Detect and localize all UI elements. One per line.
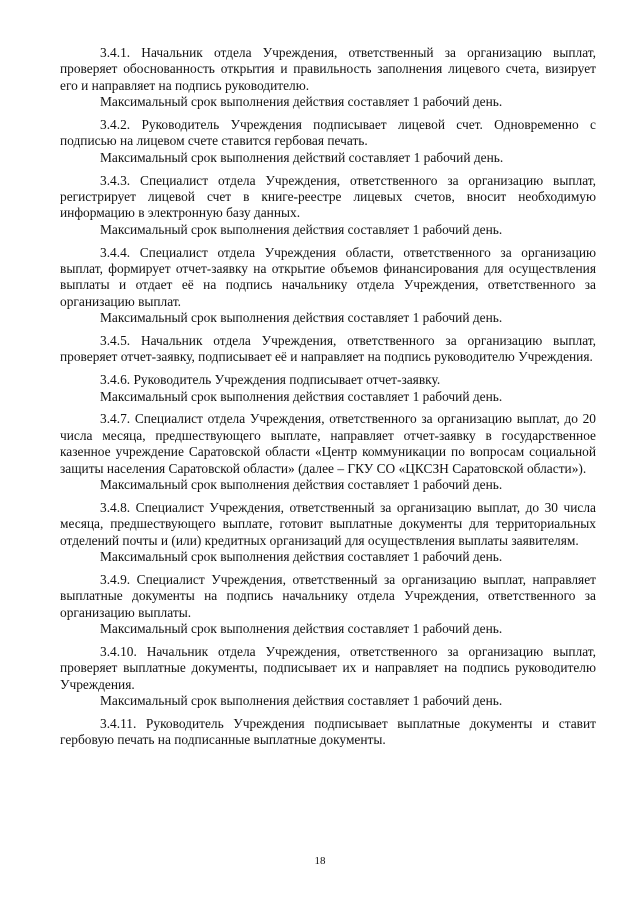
section-3-4-9	[60, 572, 596, 638]
document-body	[60, 45, 596, 755]
item-text: 3.4.8. Специалист Учреждения, ответственный за организацию выплат, до 30 числа месяца, предшествующего выплате, готовит выплатные документы для территориальных отделений почты и (или) кредитных организаций для осуществления выплаты заявителям.	[60, 499, 596, 548]
item-text: 3.4.7. Специалист отдела Учреждения, ответственного за организацию выплат, до 20 числа месяца, предшествующего выплате, направляет отчет-заявку в государственное казенное учреждение Саратовской области «Центр коммуникации по вопросам социальной защиты населения Саратовской области» (далее – ГКУ СО «ЦКСЗН Саратовской области»).	[60, 411, 596, 476]
page-number: 18	[314, 855, 326, 867]
deadline-text: Максимальный срок выполнения действия составляет 1 рабочий день.	[100, 549, 503, 565]
item-text: 3.4.10. Начальник отдела Учреждения, ответственного за организацию выплат, проверяет выплатные документы, подписывает их и направляет на подпись руководителю Учреждения.	[60, 643, 596, 692]
item-text: 3.4.6. Руководитель Учреждения подписывает отчет-заявку.	[100, 372, 441, 388]
deadline-text: Максимальный срок выполнения действия составляет 1 рабочий день.	[100, 477, 503, 493]
section-3-4-2	[60, 117, 596, 166]
item-text: 3.4.5. Начальник отдела Учреждения, ответственного за организацию выплат, проверяет отчет-заявку, подписывает её и направляет на подпись руководителю Учреждения.	[60, 333, 596, 365]
section-3-4-8	[60, 500, 596, 566]
item-text: 3.4.9. Специалист Учреждения, ответственный за организацию выплат, направляет выплатные документы на подпись начальнику отдела Учреждения, ответственного за организацию выплаты.	[60, 571, 596, 620]
item-text: 3.4.3. Специалист отдела Учреждения, ответственного за организацию выплат, регистрирует лицевой счет в книге-реестре лицевых счетов, вносит необходимую информацию в электронную базу данных.	[60, 172, 596, 221]
deadline-text: Максимальный срок выполнения действия составляет 1 рабочий день.	[100, 94, 503, 110]
section-3-4-7	[60, 411, 596, 493]
deadline-text: Максимальный срок выполнения действий составляет 1 рабочий день.	[100, 149, 504, 165]
deadline-text: Максимальный срок выполнения действия составляет 1 рабочий день.	[100, 693, 503, 709]
section-3-4-11	[60, 716, 596, 749]
section-3-4-10	[60, 644, 596, 710]
section-3-4-3	[60, 173, 596, 239]
item-text: 3.4.1. Начальник отдела Учреждения, ответственный за организацию выплат, проверяет обоснованность открытия и правильность заполнения лицевого счета, визирует его и направляет на подпись руководителю.	[60, 45, 596, 93]
item-text: 3.4.11. Руководитель Учреждения подписывает выплатные документы и ставит гербовую печать на подписанные выплатные документы.	[60, 715, 596, 748]
section-3-4-4	[60, 245, 596, 327]
item-text: 3.4.2. Руководитель Учреждения подписывает лицевой счет. Одновременно с подписью на лицевом счете ставится гербовая печать.	[60, 117, 596, 149]
section-3-4-6	[60, 372, 596, 405]
item-text: 3.4.4. Специалист отдела Учреждения области, ответственного за организацию выплат, формирует отчет-заявку на открытие объемов финансирования для осуществления выплаты и отдает её на подпись начальнику отдела Учреждения, ответственного за организацию выплат.	[60, 244, 596, 309]
deadline-text: Максимальный срок выполнения действия составляет 1 рабочий день.	[100, 310, 503, 326]
deadline-text: Максимальный срок выполнения действия составляет 1 рабочий день.	[100, 221, 503, 237]
section-3-4-1	[60, 45, 596, 111]
section-3-4-5	[60, 333, 596, 366]
deadline-text: Максимальный срок выполнения действия составляет 1 рабочий день.	[100, 621, 503, 637]
deadline-text: Максимальный срок выполнения действия составляет 1 рабочий день.	[100, 388, 503, 404]
